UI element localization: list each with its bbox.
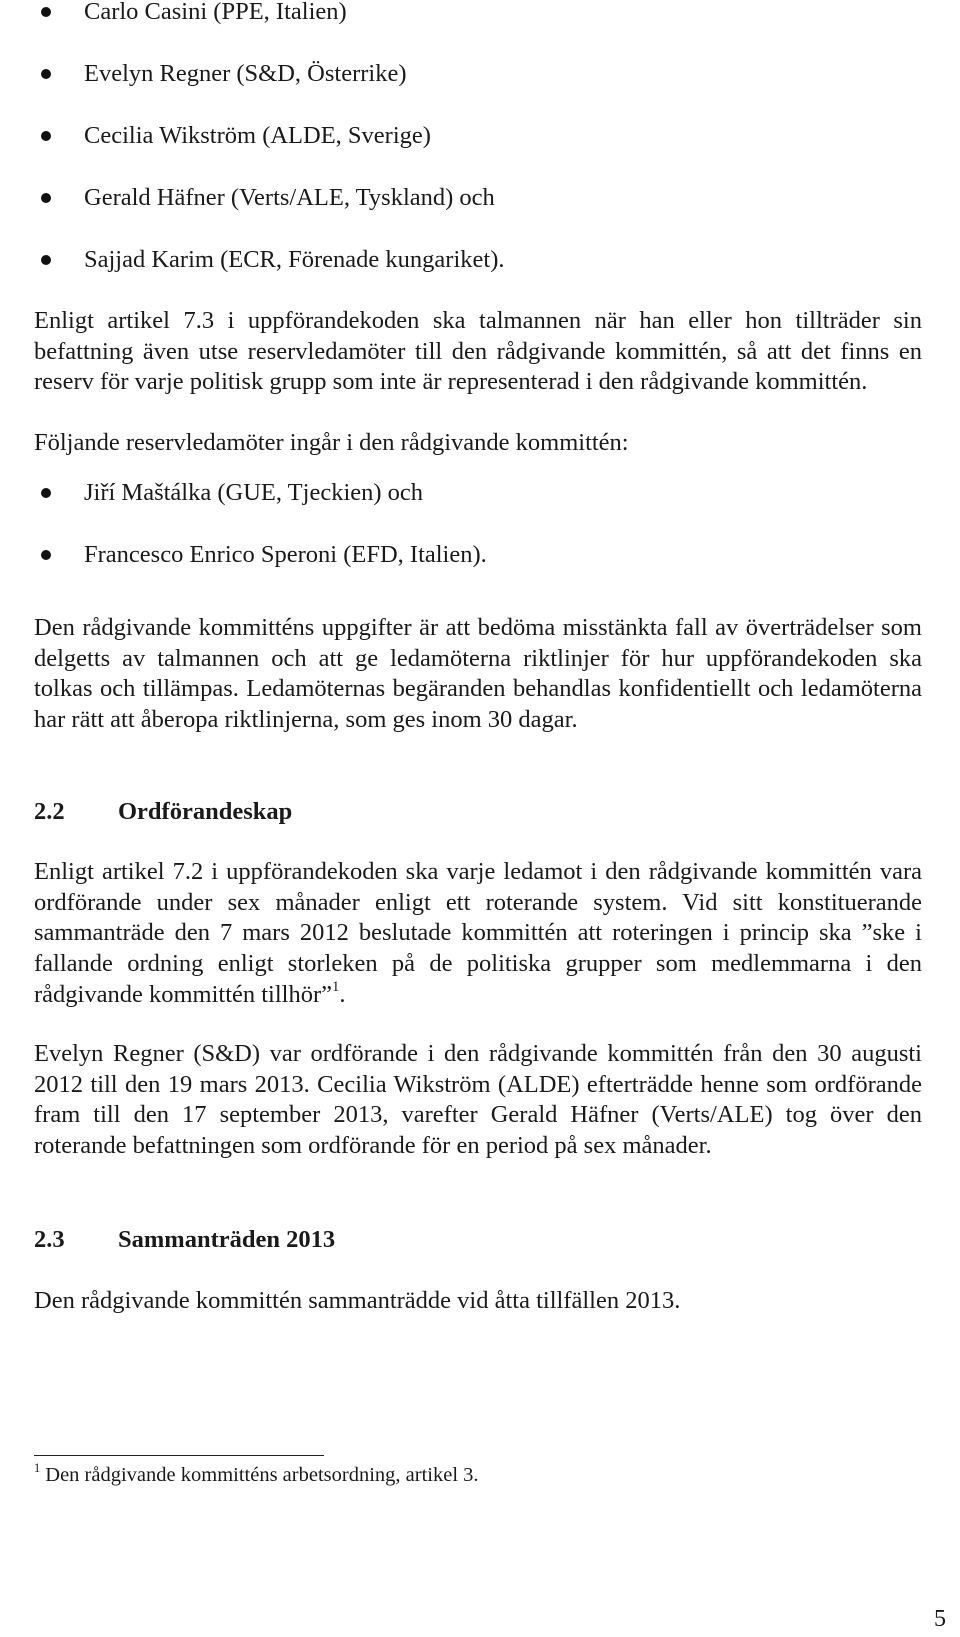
section-heading-2-2 xyxy=(34,797,292,827)
section-title: Sammanträden 2013 xyxy=(118,1226,336,1253)
footnote xyxy=(34,1462,479,1488)
list-item xyxy=(34,478,487,540)
list-item xyxy=(34,540,487,602)
page-number: 5 xyxy=(934,1606,946,1632)
footnote-separator xyxy=(34,1455,324,1456)
paragraph-reserve-intro: Enligt artikel 7.3 i uppförandekoden ska talmannen när han eller hon tillträder sin befattning även utse reservledamöter till den rådgivande kommittén, så att det finns en reserv för varje politisk grupp som inte är representerad i den rådgivande kommittén. xyxy=(34,307,922,396)
list-item xyxy=(34,245,504,307)
footnote-text: Den rådgivande kommitténs arbetsordning, artikel 3. xyxy=(45,1464,479,1486)
bullet-icon xyxy=(41,131,51,141)
reserve-member-name: Jiří Maštálka (GUE, Tjeckien) och xyxy=(84,479,424,506)
member-name: Cecilia Wikström (ALDE, Sverige) xyxy=(84,122,431,149)
paragraph-text: Enligt artikel 7.2 i uppförandekoden ska varje ledamot i den rådgivande kommittén vara ordförande under sex månader enligt ett roterande system. Vid sitt konstituerande sammanträde den 7 mars 2012 beslutade kommittén att roteringen i princip ska ”ske i fallande ordning enligt storleken på de politiska grupper som medlemmarna i den rådgivande kommittén tillhör” xyxy=(34,858,922,1008)
section-number: 2.3 xyxy=(34,1226,65,1253)
list-item xyxy=(34,183,504,245)
paragraph-tasks: Den rådgivande kommitténs uppgifter är att bedöma misstänkta fall av överträdelser som delgetts av talmannen och att ge ledamöterna riktlinjer för hur uppförandekoden ska tolkas och tillämpas. Ledamöternas begäranden behandlas konfidentiellt och ledamöterna har rätt att åberopa riktlinjerna, som ges inom 30 dagar. xyxy=(34,614,922,734)
paragraph-end: . xyxy=(339,980,346,1008)
paragraph-chair-2: Evelyn Regner (S&D) var ordförande i den rådgivande kommittén från den 30 augusti 2012 till den 19 mars 2013. Cecilia Wikström (ALDE) efterträdde henne som ordförande fram till den 17 september 2013, varefter Gerald Häfner (Verts/ALE) tog över den roterande befattningen som ordförande för en period på sex månader. xyxy=(34,1040,922,1160)
paragraph-chair-1 xyxy=(34,857,922,1011)
list-item xyxy=(34,59,504,121)
reserve-member-list xyxy=(34,478,487,602)
bullet-icon xyxy=(41,69,51,79)
bullet-icon xyxy=(41,255,51,265)
bullet-icon xyxy=(41,193,51,203)
section-number: 2.2 xyxy=(34,798,65,825)
bullet-icon xyxy=(41,550,51,560)
paragraph-reserve-list-intro: Följande reservledamöter ingår i den rådgivande kommittén: xyxy=(34,429,629,456)
reserve-member-name: Francesco Enrico Speroni (EFD, Italien). xyxy=(84,541,487,568)
footnote-number: 1 xyxy=(34,1460,41,1475)
member-list xyxy=(34,0,504,307)
footnote-reference[interactable]: 1 xyxy=(332,979,340,996)
list-item xyxy=(34,121,504,183)
paragraph-meetings: Den rådgivande kommittén sammanträdde vid åtta tillfällen 2013. xyxy=(34,1287,681,1314)
member-name: Sajjad Karim (ECR, Förenade kungariket). xyxy=(84,246,505,273)
bullet-icon xyxy=(41,488,51,498)
member-name: Gerald Häfner (Verts/ALE, Tyskland) och xyxy=(84,184,495,211)
list-item xyxy=(34,0,504,59)
member-name: Evelyn Regner (S&D, Österrike) xyxy=(84,60,407,87)
member-name: Carlo Casini (PPE, Italien) xyxy=(84,0,347,25)
section-title: Ordförandeskap xyxy=(118,798,293,825)
section-heading-2-3 xyxy=(34,1225,335,1255)
bullet-icon xyxy=(41,7,51,17)
